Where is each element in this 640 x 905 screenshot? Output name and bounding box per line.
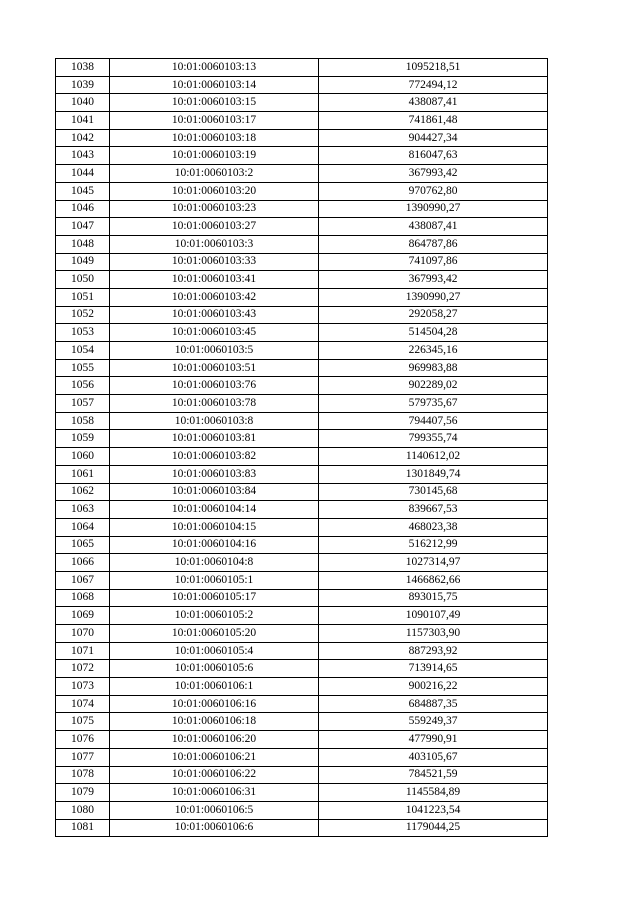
table-row — [56, 625, 548, 643]
table-row — [56, 165, 548, 183]
cadastral-number-cell: 10:01:0060106:21 — [110, 748, 319, 766]
table-row — [56, 59, 548, 77]
row-number-cell: 1046 — [56, 200, 110, 218]
table-row — [56, 819, 548, 837]
cadastral-number-cell: 10:01:0060103:19 — [110, 147, 319, 165]
row-number-cell: 1065 — [56, 536, 110, 554]
table-row — [56, 731, 548, 749]
value-cell: 438087,41 — [319, 218, 548, 236]
row-number-cell: 1058 — [56, 412, 110, 430]
cadastral-number-cell: 10:01:0060103:8 — [110, 412, 319, 430]
cadastral-number-cell: 10:01:0060105:17 — [110, 589, 319, 607]
value-cell: 1095218,51 — [319, 59, 548, 77]
row-number-cell: 1068 — [56, 589, 110, 607]
cadastral-number-cell: 10:01:0060104:14 — [110, 501, 319, 519]
cadastral-number-cell: 10:01:0060103:51 — [110, 359, 319, 377]
value-cell: 887293,92 — [319, 642, 548, 660]
table-row — [56, 448, 548, 466]
value-cell: 893015,75 — [319, 589, 548, 607]
table-row — [56, 536, 548, 554]
cadastral-number-cell: 10:01:0060103:83 — [110, 465, 319, 483]
row-number-cell: 1073 — [56, 678, 110, 696]
row-number-cell: 1078 — [56, 766, 110, 784]
value-cell: 839667,53 — [319, 501, 548, 519]
table-row — [56, 235, 548, 253]
cadastral-number-cell: 10:01:0060103:23 — [110, 200, 319, 218]
table-row — [56, 182, 548, 200]
cadastral-number-cell: 10:01:0060105:6 — [110, 660, 319, 678]
value-cell: 468023,38 — [319, 518, 548, 536]
value-cell: 477990,91 — [319, 731, 548, 749]
cadastral-number-cell: 10:01:0060106:31 — [110, 784, 319, 802]
cadastral-number-cell: 10:01:0060103:78 — [110, 395, 319, 413]
cadastral-number-cell: 10:01:0060103:81 — [110, 430, 319, 448]
table-row — [56, 430, 548, 448]
table-row — [56, 412, 548, 430]
value-cell: 1466862,66 — [319, 571, 548, 589]
row-number-cell: 1040 — [56, 94, 110, 112]
row-number-cell: 1064 — [56, 518, 110, 536]
row-number-cell: 1045 — [56, 182, 110, 200]
cadastral-number-cell: 10:01:0060103:14 — [110, 76, 319, 94]
cadastral-number-cell: 10:01:0060103:84 — [110, 483, 319, 501]
value-cell: 226345,16 — [319, 342, 548, 360]
table-row — [56, 218, 548, 236]
row-number-cell: 1057 — [56, 395, 110, 413]
cadastral-number-cell: 10:01:0060103:17 — [110, 112, 319, 130]
value-cell: 403105,67 — [319, 748, 548, 766]
cadastral-number-cell: 10:01:0060106:18 — [110, 713, 319, 731]
value-cell: 367993,42 — [319, 165, 548, 183]
cadastral-number-cell: 10:01:0060106:1 — [110, 678, 319, 696]
cadastral-number-cell: 10:01:0060103:3 — [110, 235, 319, 253]
value-cell: 816047,63 — [319, 147, 548, 165]
row-number-cell: 1043 — [56, 147, 110, 165]
row-number-cell: 1053 — [56, 324, 110, 342]
cadastral-number-cell: 10:01:0060103:43 — [110, 306, 319, 324]
value-cell: 367993,42 — [319, 271, 548, 289]
value-cell: 1390990,27 — [319, 288, 548, 306]
cadastral-number-cell: 10:01:0060103:13 — [110, 59, 319, 77]
value-cell: 772494,12 — [319, 76, 548, 94]
cadastral-number-cell: 10:01:0060103:20 — [110, 182, 319, 200]
row-number-cell: 1050 — [56, 271, 110, 289]
value-cell: 1140612,02 — [319, 448, 548, 466]
value-cell: 902289,02 — [319, 377, 548, 395]
value-cell: 1145584,89 — [319, 784, 548, 802]
cadastral-number-cell: 10:01:0060103:5 — [110, 342, 319, 360]
table-row — [56, 306, 548, 324]
row-number-cell: 1070 — [56, 625, 110, 643]
cadastral-number-cell: 10:01:0060106:20 — [110, 731, 319, 749]
value-cell: 970762,80 — [319, 182, 548, 200]
value-cell: 904427,34 — [319, 129, 548, 147]
value-cell: 864787,86 — [319, 235, 548, 253]
table-row — [56, 483, 548, 501]
cadastral-number-cell: 10:01:0060103:82 — [110, 448, 319, 466]
table-row — [56, 112, 548, 130]
row-number-cell: 1063 — [56, 501, 110, 519]
value-cell: 713914,65 — [319, 660, 548, 678]
row-number-cell: 1076 — [56, 731, 110, 749]
table-row — [56, 501, 548, 519]
table-row — [56, 94, 548, 112]
table-row — [56, 642, 548, 660]
table-row — [56, 324, 548, 342]
value-cell: 579735,67 — [319, 395, 548, 413]
row-number-cell: 1042 — [56, 129, 110, 147]
cadastral-number-cell: 10:01:0060103:27 — [110, 218, 319, 236]
cadastral-number-cell: 10:01:0060104:8 — [110, 554, 319, 572]
row-number-cell: 1059 — [56, 430, 110, 448]
cadastral-number-cell: 10:01:0060103:45 — [110, 324, 319, 342]
cadastral-number-cell: 10:01:0060106:6 — [110, 819, 319, 837]
value-cell: 730145,68 — [319, 483, 548, 501]
value-cell: 741097,86 — [319, 253, 548, 271]
value-cell: 559249,37 — [319, 713, 548, 731]
value-cell: 1157303,90 — [319, 625, 548, 643]
cadastral-number-cell: 10:01:0060103:76 — [110, 377, 319, 395]
cadastral-number-cell: 10:01:0060106:22 — [110, 766, 319, 784]
table-row — [56, 342, 548, 360]
table-row — [56, 288, 548, 306]
cadastral-number-cell: 10:01:0060103:42 — [110, 288, 319, 306]
row-number-cell: 1062 — [56, 483, 110, 501]
value-cell: 1041223,54 — [319, 801, 548, 819]
row-number-cell: 1067 — [56, 571, 110, 589]
value-cell: 438087,41 — [319, 94, 548, 112]
cadastral-number-cell: 10:01:0060105:1 — [110, 571, 319, 589]
cadastral-number-cell: 10:01:0060106:5 — [110, 801, 319, 819]
cadastral-number-cell: 10:01:0060105:20 — [110, 625, 319, 643]
cadastral-number-cell: 10:01:0060104:16 — [110, 536, 319, 554]
row-number-cell: 1051 — [56, 288, 110, 306]
row-number-cell: 1072 — [56, 660, 110, 678]
table-row — [56, 129, 548, 147]
cadastral-number-cell: 10:01:0060103:2 — [110, 165, 319, 183]
value-cell: 514504,28 — [319, 324, 548, 342]
row-number-cell: 1080 — [56, 801, 110, 819]
row-number-cell: 1069 — [56, 607, 110, 625]
cadastral-number-cell: 10:01:0060106:16 — [110, 695, 319, 713]
value-cell: 799355,74 — [319, 430, 548, 448]
table-row — [56, 571, 548, 589]
cadastral-number-cell: 10:01:0060105:2 — [110, 607, 319, 625]
table-row — [56, 678, 548, 696]
row-number-cell: 1054 — [56, 342, 110, 360]
value-cell: 794407,56 — [319, 412, 548, 430]
row-number-cell: 1047 — [56, 218, 110, 236]
value-cell: 684887,35 — [319, 695, 548, 713]
table-row — [56, 660, 548, 678]
value-cell: 292058,27 — [319, 306, 548, 324]
data-table — [55, 58, 548, 837]
row-number-cell: 1077 — [56, 748, 110, 766]
value-cell: 741861,48 — [319, 112, 548, 130]
row-number-cell: 1052 — [56, 306, 110, 324]
row-number-cell: 1041 — [56, 112, 110, 130]
row-number-cell: 1079 — [56, 784, 110, 802]
row-number-cell: 1048 — [56, 235, 110, 253]
table-row — [56, 359, 548, 377]
table-row — [56, 607, 548, 625]
cadastral-number-cell: 10:01:0060103:18 — [110, 129, 319, 147]
row-number-cell: 1044 — [56, 165, 110, 183]
value-cell: 1301849,74 — [319, 465, 548, 483]
cadastral-number-cell: 10:01:0060104:15 — [110, 518, 319, 536]
table-row — [56, 200, 548, 218]
value-cell: 784521,59 — [319, 766, 548, 784]
value-cell: 1390990,27 — [319, 200, 548, 218]
row-number-cell: 1075 — [56, 713, 110, 731]
table-row — [56, 147, 548, 165]
table-body — [56, 59, 548, 837]
table-row — [56, 76, 548, 94]
table-row — [56, 271, 548, 289]
row-number-cell: 1074 — [56, 695, 110, 713]
table-row — [56, 713, 548, 731]
value-cell: 900216,22 — [319, 678, 548, 696]
value-cell: 1179044,25 — [319, 819, 548, 837]
cadastral-number-cell: 10:01:0060103:33 — [110, 253, 319, 271]
table-row — [56, 748, 548, 766]
cadastral-number-cell: 10:01:0060105:4 — [110, 642, 319, 660]
value-cell: 516212,99 — [319, 536, 548, 554]
table-row — [56, 695, 548, 713]
row-number-cell: 1056 — [56, 377, 110, 395]
table-row — [56, 395, 548, 413]
row-number-cell: 1060 — [56, 448, 110, 466]
table-row — [56, 801, 548, 819]
table-row — [56, 784, 548, 802]
row-number-cell: 1049 — [56, 253, 110, 271]
row-number-cell: 1061 — [56, 465, 110, 483]
table-row — [56, 589, 548, 607]
row-number-cell: 1066 — [56, 554, 110, 572]
row-number-cell: 1038 — [56, 59, 110, 77]
value-cell: 1090107,49 — [319, 607, 548, 625]
row-number-cell: 1055 — [56, 359, 110, 377]
table-row — [56, 377, 548, 395]
value-cell: 1027314,97 — [319, 554, 548, 572]
row-number-cell: 1039 — [56, 76, 110, 94]
table-row — [56, 554, 548, 572]
value-cell: 969983,88 — [319, 359, 548, 377]
table-row — [56, 518, 548, 536]
row-number-cell: 1071 — [56, 642, 110, 660]
table-row — [56, 766, 548, 784]
row-number-cell: 1081 — [56, 819, 110, 837]
cadastral-number-cell: 10:01:0060103:41 — [110, 271, 319, 289]
table-row — [56, 253, 548, 271]
cadastral-number-cell: 10:01:0060103:15 — [110, 94, 319, 112]
table-row — [56, 465, 548, 483]
